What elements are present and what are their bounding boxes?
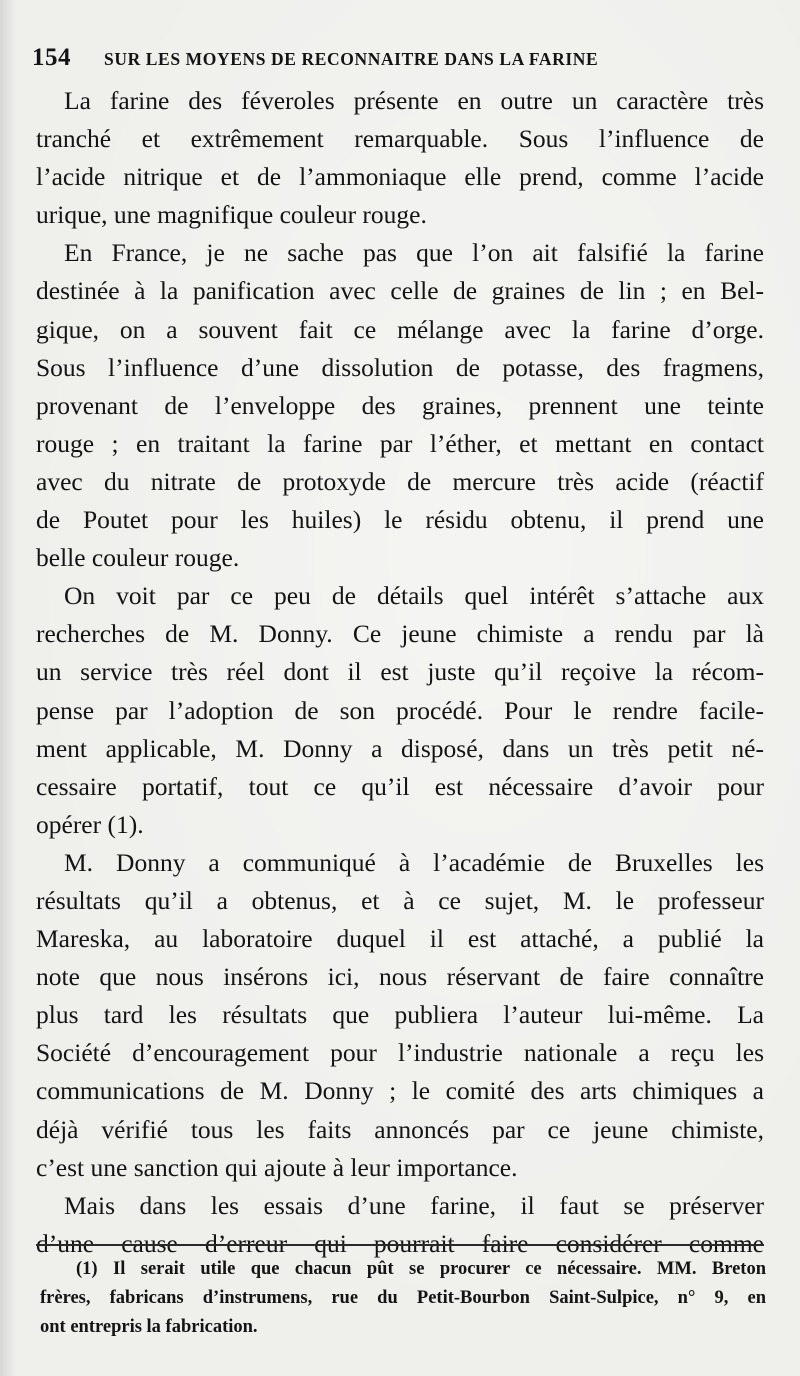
text-line: provenant de l’enveloppe des graines, prennent une teinte <box>36 390 764 420</box>
text-line: urique, une magnifique couleur rouge. <box>36 200 427 230</box>
text-line: Mareska, au laboratoire duquel il est attaché, a publié la <box>36 924 764 954</box>
text-line: cessaire portatif, tout ce qu’il est nécessaire d’avoir pour <box>36 771 764 801</box>
text-line: d’une cause d’erreur qui pourrait faire considérer comme <box>36 1228 764 1258</box>
text-line: Mais dans les essais d’une farine, il faut se préserver <box>64 1190 764 1220</box>
text-line: Sous l’influence d’une dissolution de potasse, des fragmens, <box>36 352 764 382</box>
text-line: En France, je ne sache pas que l’on ait falsifié la farine <box>64 238 764 268</box>
text-line: résultats qu’il a obtenus, et à ce sujet, M. le professeur <box>36 885 764 915</box>
text-line: pense par l’adoption de son procédé. Pour le rendre facile- <box>36 695 764 725</box>
text-line: c’est une sanction qui ajoute à leur importance. <box>36 1152 518 1182</box>
text-line: tranché et extrêmement remarquable. Sous l’influence de <box>36 124 764 154</box>
running-title: SUR LES MOYENS DE RECONNAITRE DANS LA FARINE <box>104 49 599 69</box>
text-line: de Poutet pour les huiles) le résidu obtenu, il prend une <box>36 505 764 535</box>
footnote-line: frères, fabricans d’instrumens, rue du Petit-Bourbon Saint-Sulpice, n° 9, en <box>40 1288 766 1308</box>
text-line: Société d’encouragement pour l’industrie nationale a reçu les <box>36 1038 764 1068</box>
text-line: belle couleur rouge. <box>36 543 240 573</box>
page-edge-shadow <box>0 0 16 1376</box>
text-line: un service très réel dont il est juste qu’il reçoive la récom- <box>36 657 764 687</box>
footnote-line: ont entrepris la fabrication. <box>40 1317 258 1337</box>
text-line: gique, on a souvent fait ce mélange avec la farine d’orge. <box>36 314 764 344</box>
footnote-rule <box>36 1244 764 1246</box>
text-line: recherches de M. Donny. Ce jeune chimiste a rendu par là <box>36 619 764 649</box>
text-line: On voit par ce peu de détails quel intérêt s’attache aux <box>64 581 764 611</box>
text-line: M. Donny a communiqué à l’académie de Bruxelles les <box>64 847 764 877</box>
text-line: note que nous insérons ici, nous réservant de faire connaître <box>36 962 764 992</box>
body-text <box>36 82 764 1263</box>
text-line: avec du nitrate de protoxyde de mercure très acide (réactif <box>36 466 764 496</box>
text-line: rouge ; en traitant la farine par l’éther, et mettant en contact <box>36 428 764 458</box>
text-line: La farine des féveroles présente en outre un caractère très <box>64 86 764 115</box>
text-line: plus tard les résultats que publiera l’auteur lui-même. La <box>36 1000 764 1030</box>
page-number: 154 <box>32 44 71 71</box>
text-line: ment applicable, M. Donny a disposé, dans un très petit né- <box>36 733 764 763</box>
footnote-line: (1) Il serait utile que chacun pût se procurer ce nécessaire. MM. Breton <box>76 1259 766 1279</box>
text-line: opérer (1). <box>36 809 144 839</box>
text-line: communications de M. Donny ; le comité des arts chimiques a <box>36 1076 764 1106</box>
page-header <box>32 44 772 72</box>
text-line: déjà vérifié tous les faits annoncés par ce jeune chimiste, <box>36 1114 764 1144</box>
text-line: destinée à la panification avec celle de graines de lin ; en Bel- <box>36 276 764 306</box>
footnote <box>40 1255 766 1342</box>
text-line: l’acide nitrique et de l’ammoniaque elle prend, comme l’acide <box>36 162 764 192</box>
